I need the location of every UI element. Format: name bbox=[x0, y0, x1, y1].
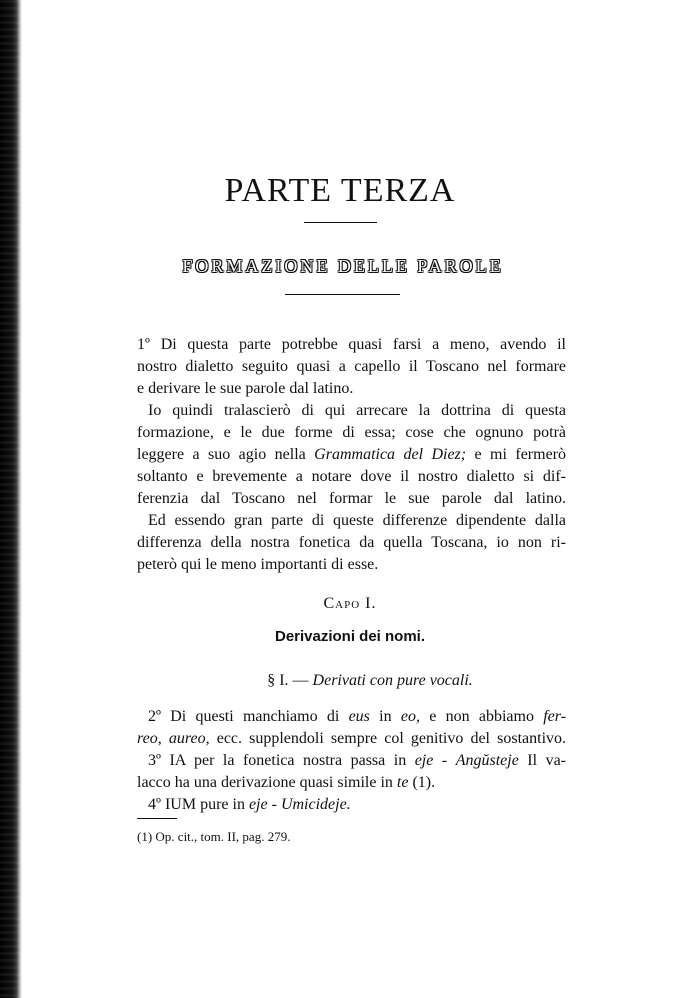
section-title: Derivati con pure vocali. bbox=[312, 672, 473, 689]
book-spine-shadow bbox=[0, 0, 22, 998]
italic-term: fer- bbox=[543, 708, 567, 725]
text-line bbox=[148, 706, 566, 728]
italic-term: eje bbox=[248, 796, 268, 813]
italic-term: eo, bbox=[400, 708, 420, 725]
text-span: e non abbiamo bbox=[419, 708, 544, 725]
text-span: 2º Di questi manchiamo di bbox=[148, 708, 349, 725]
text-span: 4º IUM pure in bbox=[148, 796, 249, 813]
text-line: formazione, e le due forme di essa; cose che ognuno potrà bbox=[137, 424, 566, 441]
section-prefix: § I. — bbox=[267, 672, 313, 689]
text-span: - bbox=[267, 796, 281, 813]
italic-term: eje bbox=[414, 752, 434, 769]
text-line: Io quindi tralascierò di qui arrecare la dottrina di questa bbox=[148, 402, 566, 419]
italic-term: reo, aureo, bbox=[137, 730, 210, 747]
text-line: soltanto e brevemente a notare dove il nostro dialetto si dif- bbox=[137, 468, 566, 485]
text-line bbox=[137, 444, 566, 466]
chapter-heading: Derivazioni dei nomi. bbox=[274, 628, 426, 645]
text-span: in bbox=[369, 708, 401, 725]
subtitle-rule bbox=[285, 294, 400, 295]
text-line: differenza della nostra fonetica da quella Toscana, io non ri- bbox=[137, 534, 566, 551]
text-line: e derivare le sue parole dal latino. bbox=[137, 380, 354, 397]
text-line bbox=[148, 794, 566, 816]
text-line bbox=[148, 750, 566, 772]
section-heading bbox=[20, 672, 700, 690]
text-line: ferenzia dal Toscano nel formar le sue parole dal latino. bbox=[137, 490, 566, 507]
text-span: - bbox=[433, 752, 456, 769]
italic-term: te bbox=[396, 774, 409, 791]
text-line: nostro dialetto seguito quasi a capello il Toscano nel formare bbox=[137, 358, 566, 375]
text-span: leggere a suo agio nella bbox=[137, 446, 315, 463]
page-title: PARTE TERZA bbox=[224, 172, 456, 209]
section-subtitle: FORMAZIONE DELLE PAROLE bbox=[182, 256, 504, 276]
text-span: lacco ha una derivazione quasi simile in bbox=[137, 774, 397, 791]
text-span: Il va- bbox=[518, 752, 567, 769]
text-span: (1). bbox=[408, 774, 436, 791]
title-rule bbox=[304, 222, 377, 223]
footnote-rule bbox=[137, 818, 177, 819]
text-line: Ed essendo gran parte di queste differenze dipendente dalla bbox=[148, 512, 566, 529]
text-span: 3º IA per la fonetica nostra passa in bbox=[148, 752, 415, 769]
italic-term: Umicideje. bbox=[280, 796, 351, 813]
text-line bbox=[137, 772, 566, 794]
book-title: Grammatica del Diez; bbox=[314, 446, 467, 463]
footnote: (1) Op. cit., tom. II, pag. 279. bbox=[137, 829, 291, 844]
text-line bbox=[137, 728, 566, 750]
chapter-label: Capo I. bbox=[323, 595, 377, 612]
text-span: ecc. supplendoli sempre col genitivo del sostantivo. bbox=[209, 730, 567, 747]
italic-term: Angŭsteje bbox=[455, 752, 519, 769]
italic-term: eus bbox=[348, 708, 370, 725]
text-line: 1º Di questa parte potrebbe quasi farsi a meno, avendo il bbox=[137, 336, 566, 353]
text-span: e mi fermerò bbox=[466, 446, 567, 463]
text-line: peterò qui le meno importanti di esse. bbox=[137, 556, 379, 573]
